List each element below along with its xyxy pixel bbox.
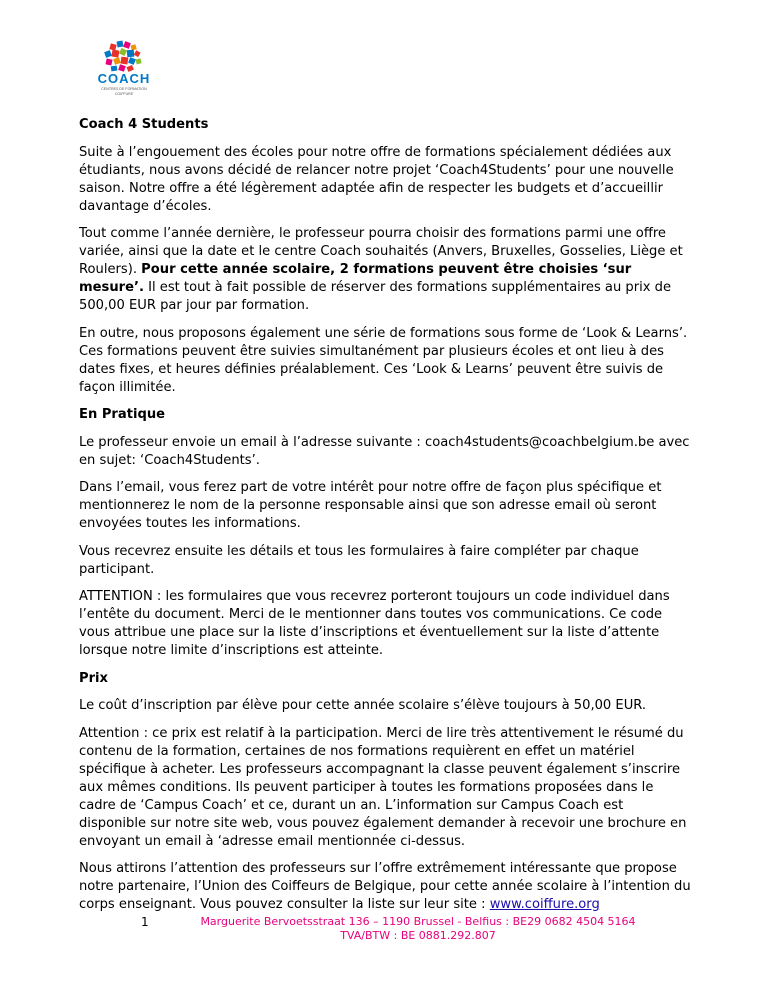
paragraph-price-note: Attention : ce prix est relatif à la participation. Merci de lire très attentivement le résumé du contenu de la formation, certaines de nos formations requièrent en effet un matériel spécifique à acheter. Les professeurs accompagnant la classe peuvent également s’inscrire aux mêmes conditions. Ils peuvent participer à toutes les formations proposées dans le cadre de ‘Campus Coach’ et ce, durant un an. L’information sur Campus Coach est disponible sur notre site web, vous pouvez également demander à recevoir une brochure en envoyant un email à ‘adresse email mentionnée ci-dessus. xyxy=(79,725,687,849)
paragraph-attention: ATTENTION : les formulaires que vous recevrez porteront toujours un code individuel dans l’entête du document. Merci de le mentionner dans toutes vos communications. Ce code vous attribue une place sur la liste d’inscriptions et éventuellement sur la liste d’attente lorsque notre limite d’inscriptions est atteinte. xyxy=(79,589,670,658)
document-body xyxy=(79,116,691,924)
logo-mosaic xyxy=(104,41,141,72)
coach-logo-mark xyxy=(84,38,164,100)
section-heading-prix: Prix xyxy=(79,670,108,686)
coiffure-link[interactable]: www.coiffure.org xyxy=(489,897,600,912)
document-title: Coach 4 Students xyxy=(79,117,209,132)
paragraph-partner: Nous attirons l’attention des professeurs sur l’offre extrêmement intéressante que propose notre partenaire, l’Union des Coiffeurs de Belgique, pour cette année scolaire à l’intention du corps enseignant. Vous pouvez consulter la liste sur leur site : www.coiffure.org xyxy=(79,861,691,912)
paragraph-look-learns: En outre, nous proposons également une série de formations sous forme de ‘Look & Learns’. Ces formations peuvent être suivies simultanément par plusieurs écoles et ont lieu à des dates fixes, et heures définies préalablement. Ces ‘Look & Learns’ peuvent être suivis de façon illimitée. xyxy=(79,325,688,395)
section-heading-pratique: En Pratique xyxy=(79,407,166,422)
paragraph-email-details: Dans l’email, vous ferez part de votre intérêt pour notre offre de façon plus spécifique et mentionnerez le nom de la personne responsable ainsi que son adresse email où seront envoyées toutes les informations. xyxy=(79,480,662,531)
paragraph-intro: Suite à l’engouement des écoles pour notre offre de formations spécialement dédiées aux étudiants, nous avons décidé de relancer notre projet ‘Coach4Students’ pour une nouvelle saison. Notre offre a été légèrement adaptée afin de respecter les budgets et d’accueillir davantage d’écoles. xyxy=(79,144,674,214)
paragraph-email: Le professeur envoie un email à l’adresse suivante : coach4students@coachbelgium.be avec en sujet: ‘Coach4Students’. xyxy=(79,434,690,468)
paragraph-offer: Tout comme l’année dernière, le professeur pourra choisir des formations parmi une offre variée, ainsi que la date et le centre Coach souhaités (Anvers, Bruxelles, Gosselies, Liège et Roulers). Pour cette année scolaire, 2 formations peuvent être choisies ‘sur mesure’. Il est tout à fait possible de réserver des formations supplémentaires au prix de 500,00 EUR par jour par formation. xyxy=(79,226,683,313)
page-number: 1 xyxy=(141,915,149,929)
highlight-bold: Pour cette année scolaire, 2 formations peuvent être choisies ‘sur mesure’. xyxy=(79,262,632,295)
paragraph-cost: Le coût d’inscription par élève pour cette année scolaire s’élève toujours à 50,00 EUR. xyxy=(79,698,647,713)
footer-vat: TVA/BTW : BE 0881.292.807 xyxy=(340,929,496,942)
coach-logo xyxy=(84,38,164,100)
paragraph-forms: Vous recevrez ensuite les détails et tous les formulaires à faire compléter par chaque participant. xyxy=(79,543,639,577)
footer-address: Marguerite Bervoetsstraat 136 – 1190 Brussel - Belfius : BE29 0682 4504 5164 xyxy=(200,915,636,928)
logo-tagline: CENTRES DE FORMATION xyxy=(101,87,147,91)
logo-wordmark: COACH xyxy=(97,71,151,86)
svg-text:COIFFURE: COIFFURE xyxy=(114,92,134,96)
